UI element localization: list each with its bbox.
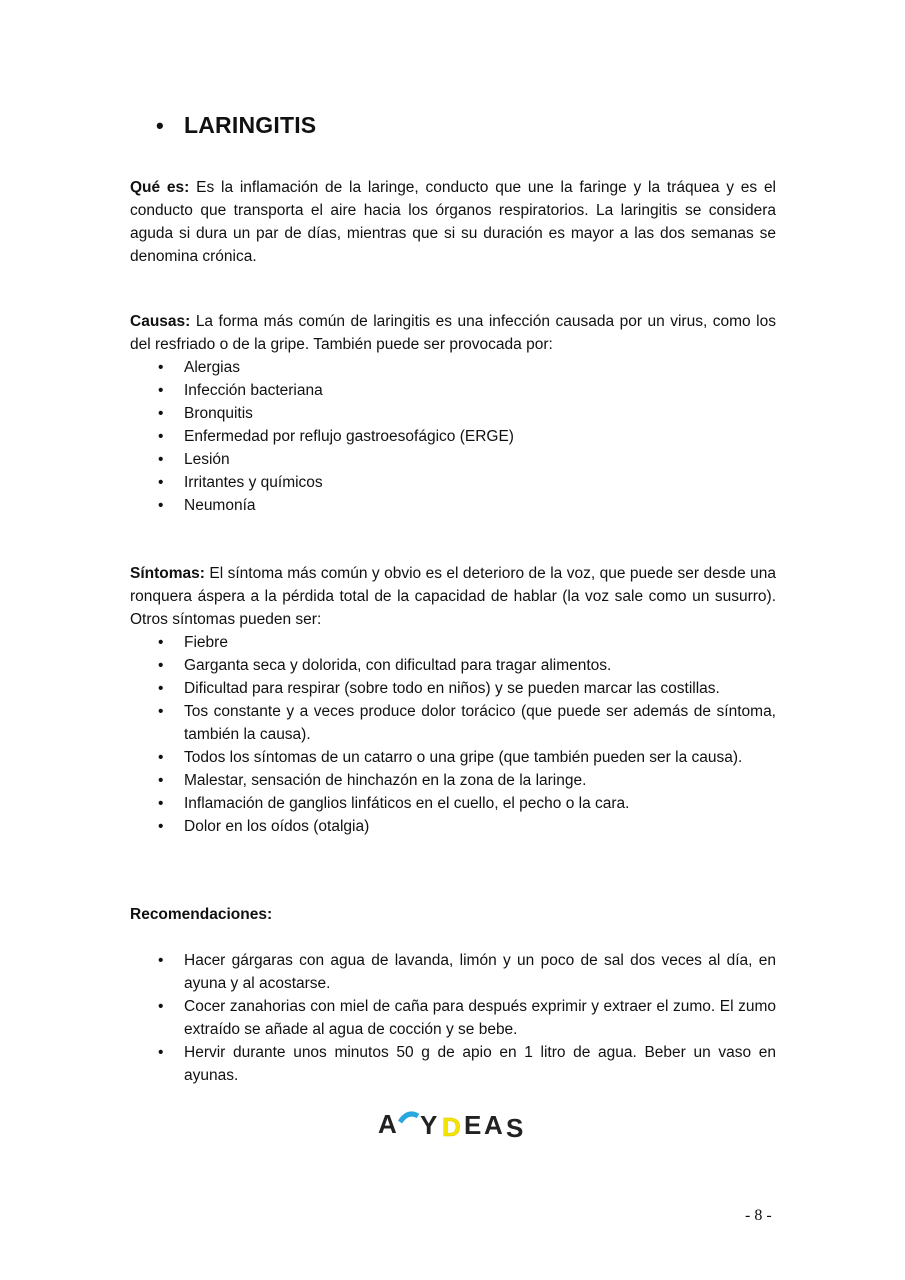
list-item: • Hacer gárgaras con agua de lavanda, limón y un poco de sal dos veces al día, en ayuna y al acostarse. <box>130 949 776 995</box>
que-es-section <box>130 176 776 268</box>
svg-text:S: S <box>506 1113 524 1140</box>
list-item: • Fiebre <box>130 631 776 654</box>
causas-list <box>130 356 776 517</box>
que-es-label: Qué es: <box>130 179 190 196</box>
list-item: • Neumonía <box>130 494 776 517</box>
list-item: • Enfermedad por reflujo gastroesofágico (ERGE) <box>130 425 776 448</box>
sintomas-paragraph <box>130 562 776 631</box>
que-es-paragraph <box>130 176 776 268</box>
svg-text:A: A <box>378 1109 397 1139</box>
list-item: • Alergias <box>130 356 776 379</box>
sintomas-text: El síntoma más común y obvio es el deterioro de la voz, que puede ser desde una ronquera áspera a la pérdida total de la capacidad de hablar (la voz sale como un susurro). Otros síntomas pueden ser: <box>130 565 776 628</box>
list-item: • Todos los síntomas de un catarro o una gripe (que también pueden ser la causa). <box>130 746 776 769</box>
list-item: • Garganta seca y dolorida, con dificultad para tragar alimentos. <box>130 654 776 677</box>
recomendaciones-list <box>130 949 776 1087</box>
list-item: • Dificultad para respirar (sobre todo en niños) y se pueden marcar las costillas. <box>130 677 776 700</box>
list-item: • Hervir durante unos minutos 50 g de apio en 1 litro de agua. Beber un vaso en ayunas. <box>130 1041 776 1087</box>
list-item: • Dolor en los oídos (otalgia) <box>130 815 776 838</box>
sintomas-list <box>130 631 776 838</box>
list-item: • Irritantes y químicos <box>130 471 776 494</box>
sintomas-label: Síntomas: <box>130 565 205 582</box>
svg-text:A: A <box>484 1110 503 1140</box>
list-item: • Lesión <box>130 448 776 471</box>
recomendaciones-heading <box>130 903 776 926</box>
recomendaciones-label: Recomendaciones: <box>130 906 273 923</box>
causas-section <box>130 310 776 517</box>
recomendaciones-section <box>130 903 776 1087</box>
list-item: • Tos constante y a veces produce dolor torácico (que puede ser además de síntoma, también la causa). <box>130 700 776 746</box>
list-item: • Bronquitis <box>130 402 776 425</box>
acydeas-logo <box>378 1106 554 1140</box>
svg-text:E: E <box>464 1110 482 1140</box>
list-item: • Inflamación de ganglios linfáticos en el cuello, el pecho o la cara. <box>130 792 776 815</box>
causas-paragraph <box>130 310 776 356</box>
causas-label: Causas: <box>130 313 191 330</box>
causas-text: La forma más común de laringitis es una infección causada por un virus, como los del resfriado o de la gripe. También puede ser provocada por: <box>130 313 776 353</box>
bullet-icon: • <box>156 112 164 138</box>
que-es-text: Es la inflamación de la laringe, conducto que une la faringe y la tráquea y es el conducto que transporta el aire hacia los órganos respiratorios. La laringitis se considera aguda si dura un par de días, mientras que si su duración es mayor a las dos semanas se denomina crónica. <box>130 179 777 265</box>
sintomas-section <box>130 562 776 838</box>
page-title: LARINGITIS <box>184 112 317 138</box>
svg-text:D: D <box>442 1112 461 1140</box>
section-heading <box>156 112 316 139</box>
list-item: • Cocer zanahorias con miel de caña para después exprimir y extraer el zumo. El zumo extraído se añade al agua de cocción y se bebe. <box>130 995 776 1041</box>
page-number: - 8 - <box>745 1207 772 1224</box>
svg-text:Y: Y <box>420 1110 438 1140</box>
list-item: • Infección bacteriana <box>130 379 776 402</box>
list-item: • Malestar, sensación de hinchazón en la zona de la laringe. <box>130 769 776 792</box>
